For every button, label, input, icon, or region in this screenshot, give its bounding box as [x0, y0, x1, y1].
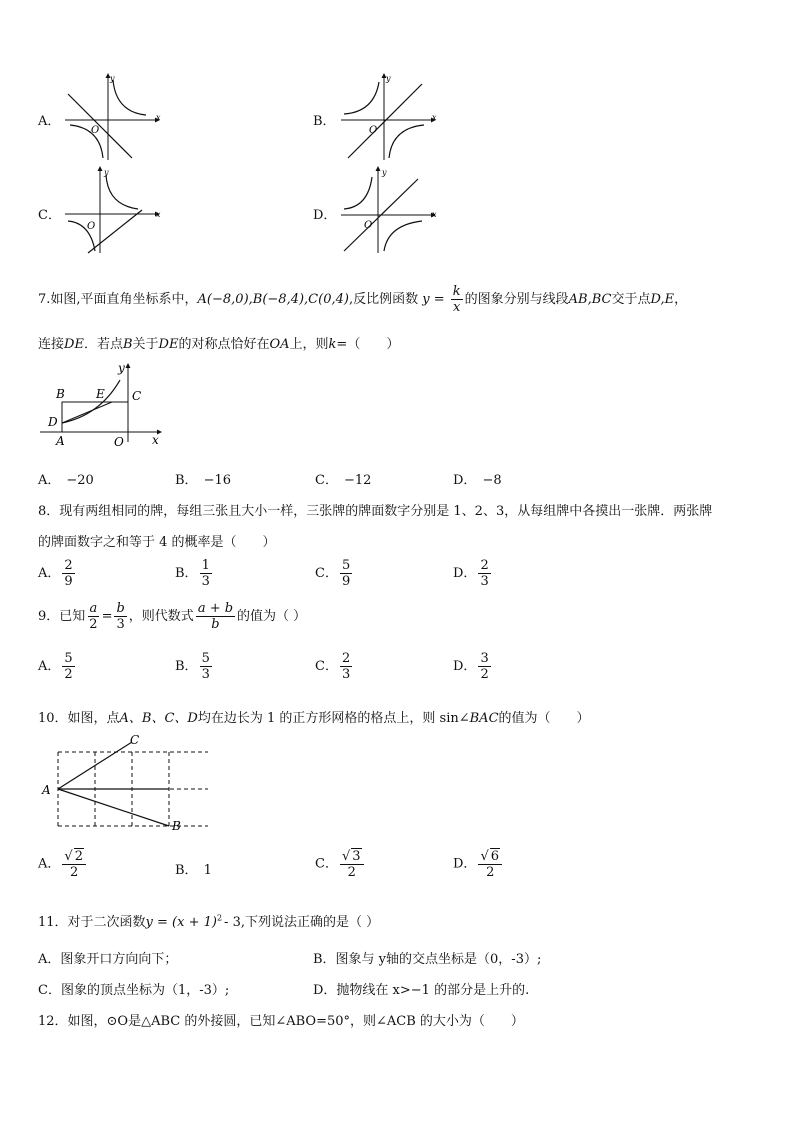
- q7-fig-d: D: [48, 415, 58, 429]
- q7-func-y: y =: [422, 292, 445, 307]
- q7-l2d: B: [122, 337, 133, 352]
- q7-l2g: 的对称点恰好在: [178, 337, 270, 352]
- q8-opt-b-label: B．: [175, 566, 198, 581]
- q7-fig-c: C: [132, 389, 142, 403]
- q9-opt-c-frac: [340, 651, 352, 682]
- q10-opt-a-den: 2: [70, 865, 79, 880]
- q9-opt-d-frac: [478, 651, 490, 682]
- q8-option-b[interactable]: [175, 558, 214, 589]
- q7-opt-b-label: B．: [175, 473, 198, 488]
- q6b-y-label: y: [386, 74, 391, 83]
- q6a-y-label: y: [110, 74, 115, 83]
- q10-text-b: A、B、C、D: [119, 711, 198, 726]
- q6d-y-label: y: [382, 168, 387, 177]
- q9-opt-c-num: 2: [341, 651, 351, 666]
- q8-opt-a-num: 2: [64, 558, 73, 573]
- q7-l2k: =（ ）: [336, 337, 400, 352]
- q9-f2-den: 3: [116, 617, 125, 632]
- q8-opt-c-den: 9: [341, 574, 351, 589]
- q8-line2: 的牌面数字之和等于 4 的概率是（ ）: [38, 535, 276, 550]
- q7-opt-b-value: −16: [203, 473, 231, 488]
- q9-f1-num: a: [89, 601, 98, 616]
- q6b-x-label: x: [432, 113, 437, 122]
- q8-opt-b-den: 3: [201, 574, 210, 589]
- q9-opt-b-label: B．: [175, 659, 198, 674]
- q9-eq: =: [101, 609, 113, 624]
- q10-opt-a-label: A．: [38, 856, 61, 872]
- q9-option-b[interactable]: [175, 651, 214, 682]
- q7-opt-c-value: −12: [343, 473, 372, 488]
- q9-frac-3: [196, 601, 235, 632]
- q10-opt-d-frac: [478, 848, 502, 880]
- q7-prefix: 7.如图,平面直角坐标系中，: [38, 292, 198, 307]
- q7-suffix2: 交于点: [611, 292, 651, 307]
- q11-text-a: 11．对于二次函数: [38, 915, 146, 930]
- q10-text-d: BAC: [469, 711, 499, 726]
- q10-opt-a-rad: 2: [74, 849, 83, 864]
- q6c-y-label: y: [104, 168, 109, 177]
- q9-opt-d-label: D．: [453, 659, 477, 674]
- q9-question: [38, 601, 306, 632]
- q9-opt-d-den: 2: [480, 667, 489, 682]
- q10-fig-c: C: [130, 733, 140, 747]
- q8-opt-a-label: A．: [38, 566, 61, 581]
- q7-fig-x: x: [152, 433, 159, 447]
- q7-func-den: x: [453, 300, 461, 315]
- q10-option-a[interactable]: [38, 848, 88, 880]
- q9-opt-a-label: A．: [38, 659, 61, 674]
- q9-option-a[interactable]: [38, 651, 77, 682]
- q9-opt-c-label: C．: [315, 659, 338, 674]
- q9-opt-b-frac: [200, 651, 212, 682]
- q7-figure: [40, 360, 165, 452]
- q10-opt-c-den: 2: [347, 865, 356, 880]
- q6a-origin-label: O: [91, 125, 100, 136]
- q8-opt-a-den: 9: [64, 574, 73, 589]
- q9-f3-den: b: [211, 617, 220, 632]
- q9-opt-a-num: 5: [64, 651, 73, 666]
- q10-text-e: 的值为（ ）: [498, 711, 590, 726]
- q7-suffix: 的图象分别与线段: [464, 292, 569, 307]
- q7-fig-e: E: [96, 387, 105, 401]
- q10-opt-d-den: 2: [486, 865, 495, 880]
- q9-opt-b-den: 3: [201, 667, 210, 682]
- q6b-origin-label: O: [369, 125, 378, 136]
- q6d-origin-label: O: [364, 220, 373, 231]
- q10-opt-b-value: 1: [203, 863, 212, 878]
- q8-opt-d-num: 2: [480, 558, 489, 573]
- q6-graph-b: [336, 72, 436, 162]
- q9-frac-1: [87, 601, 99, 632]
- q8-opt-c-label: C．: [315, 566, 338, 581]
- q7-mid: ,反比例函数: [348, 292, 419, 307]
- q7-l2c: ．若点: [83, 337, 123, 352]
- q11-option-a[interactable]: A．图象开口方向向下；: [38, 952, 178, 967]
- q10-question: [38, 707, 590, 726]
- q9-mid: ，则代数式: [128, 609, 194, 624]
- q10-opt-d-rad: 6: [490, 849, 500, 864]
- q6-graph-d: [336, 165, 436, 255]
- q7-option-a[interactable]: [38, 469, 94, 488]
- q7-opt-a-label: A．: [38, 473, 61, 488]
- q8-option-a[interactable]: [38, 558, 77, 589]
- q10-fig-b: B: [172, 819, 181, 833]
- q11-question: [38, 911, 379, 930]
- q10-opt-b-label: B．: [175, 863, 198, 878]
- q7-func-num: k: [452, 284, 461, 299]
- q9-opt-c-den: 3: [341, 667, 351, 682]
- q11-text-b: ,下列说法正确的是（ ）: [240, 915, 380, 930]
- q12-question: 12．如图，⊙O是△ABC 的外接圆，已知∠ABO=50°，则∠ACB 的大小为（ ）: [38, 1014, 524, 1029]
- q6-option-b-label: B．: [313, 114, 336, 129]
- q8-opt-b-num: 1: [201, 558, 210, 573]
- q6a-x-label: x: [156, 113, 161, 122]
- q8-opt-c-frac: [340, 558, 352, 589]
- q7-option-c[interactable]: [315, 469, 371, 488]
- q7-opt-c-label: C．: [315, 473, 338, 488]
- q7-l2h: OA: [269, 337, 290, 352]
- q8-opt-d-den: 3: [480, 574, 489, 589]
- q7-l2b: DE: [64, 337, 84, 352]
- q9-f1-den: 2: [89, 617, 98, 632]
- q6d-x-label: x: [432, 210, 437, 219]
- q7-segments: AB,BC: [568, 292, 612, 307]
- q8-opt-c-num: 5: [341, 558, 351, 573]
- q7-opt-d-value: −8: [482, 473, 502, 488]
- q6c-origin-label: O: [87, 221, 96, 232]
- q7-line2: [38, 333, 399, 352]
- q7-option-b[interactable]: [175, 469, 231, 488]
- q7-line1: [38, 284, 687, 315]
- q11-func-tail: - 3: [224, 915, 241, 930]
- q7-func-frac: [451, 284, 463, 315]
- q7-l2a: 连接: [38, 337, 65, 352]
- q7-opt-d-label: D．: [453, 473, 477, 488]
- q7-fig-a: A: [56, 434, 65, 448]
- q10-option-d[interactable]: [453, 848, 504, 880]
- q8-opt-d-frac: [478, 558, 490, 589]
- q9-suffix: 的值为（ ）: [237, 609, 307, 624]
- q10-grid-figure: [38, 732, 198, 837]
- q11-option-d[interactable]: D．抛物线在 x>−1 的部分是上升的.: [313, 983, 530, 998]
- q10-opt-c-label: C．: [315, 856, 338, 872]
- q11-option-b[interactable]: B．图象与 y轴的交点坐标是（0，-3）;: [313, 952, 542, 967]
- q11-option-c[interactable]: C．图象的顶点坐标为（1，-3）;: [38, 983, 230, 998]
- q7-comma: ，: [674, 292, 688, 307]
- q7-pts: D,E: [650, 292, 675, 307]
- q9-option-c[interactable]: [315, 651, 354, 682]
- q8-option-c[interactable]: [315, 558, 354, 589]
- q7-l2j: k: [328, 337, 337, 352]
- q8-opt-a-frac: [62, 558, 74, 589]
- q9-f2-num: b: [116, 601, 125, 616]
- q6-option-a-label: A．: [38, 114, 61, 129]
- q10-opt-d-num: √ 6: [478, 848, 502, 865]
- q9-opt-a-den: 2: [64, 667, 73, 682]
- q7-fig-o: O: [114, 435, 124, 449]
- q7-fig-y: y: [118, 361, 125, 375]
- q10-text-a: 10．如图，点: [38, 711, 120, 726]
- q7-opt-a-value: −20: [66, 473, 94, 488]
- q7-option-d[interactable]: [453, 469, 502, 488]
- q6-graph-a: [60, 72, 160, 162]
- q10-opt-a-frac: [62, 848, 86, 880]
- q10-option-b[interactable]: [175, 859, 212, 878]
- q10-fig-a: A: [42, 783, 51, 797]
- q10-opt-c-frac: [340, 848, 364, 880]
- q7-l2i: 上，则: [289, 337, 329, 352]
- q7-points: A(−8,0),B(−8,4),C(0,4): [197, 292, 349, 307]
- q8-opt-b-frac: [200, 558, 212, 589]
- q8-line1: 8．现有两组相同的牌，每组三张且大小一样，三张牌的牌面数字分别是 1、2、3，从每组牌中各摸出一张牌．两张牌: [38, 504, 713, 519]
- q10-opt-d-label: D．: [453, 856, 477, 872]
- q11-exp: 2: [216, 913, 223, 923]
- q7-fig-b: B: [56, 387, 65, 401]
- q6-option-c-label: C．: [38, 208, 61, 223]
- q6-option-d-label: D．: [313, 208, 337, 223]
- q11-func: y = (x + 1): [145, 915, 217, 930]
- q6c-x-label: x: [156, 210, 161, 219]
- q7-l2e: 关于: [132, 337, 159, 352]
- q9-option-d[interactable]: [453, 651, 493, 682]
- q10-option-c[interactable]: [315, 848, 366, 880]
- q9-opt-a-frac: [62, 651, 74, 682]
- q9-f3-num: a + b: [197, 601, 234, 616]
- q9-frac-2: [114, 601, 126, 632]
- q7-l2f: DE: [158, 337, 179, 352]
- q6-graph-c: [60, 165, 160, 255]
- q9-opt-d-num: 3: [480, 651, 489, 666]
- q9-prefix: 9．已知: [38, 609, 86, 624]
- q8-option-d[interactable]: [453, 558, 493, 589]
- q10-opt-a-num: √ 2: [62, 848, 86, 865]
- q10-opt-c-num: √ 3: [340, 848, 364, 865]
- q10-text-c: 均在边长为 1 的正方形网格的格点上，则 sin∠: [197, 711, 470, 726]
- q8-opt-d-label: D．: [453, 566, 477, 581]
- q10-opt-c-rad: 3: [352, 849, 361, 864]
- q9-opt-b-num: 5: [201, 651, 210, 666]
